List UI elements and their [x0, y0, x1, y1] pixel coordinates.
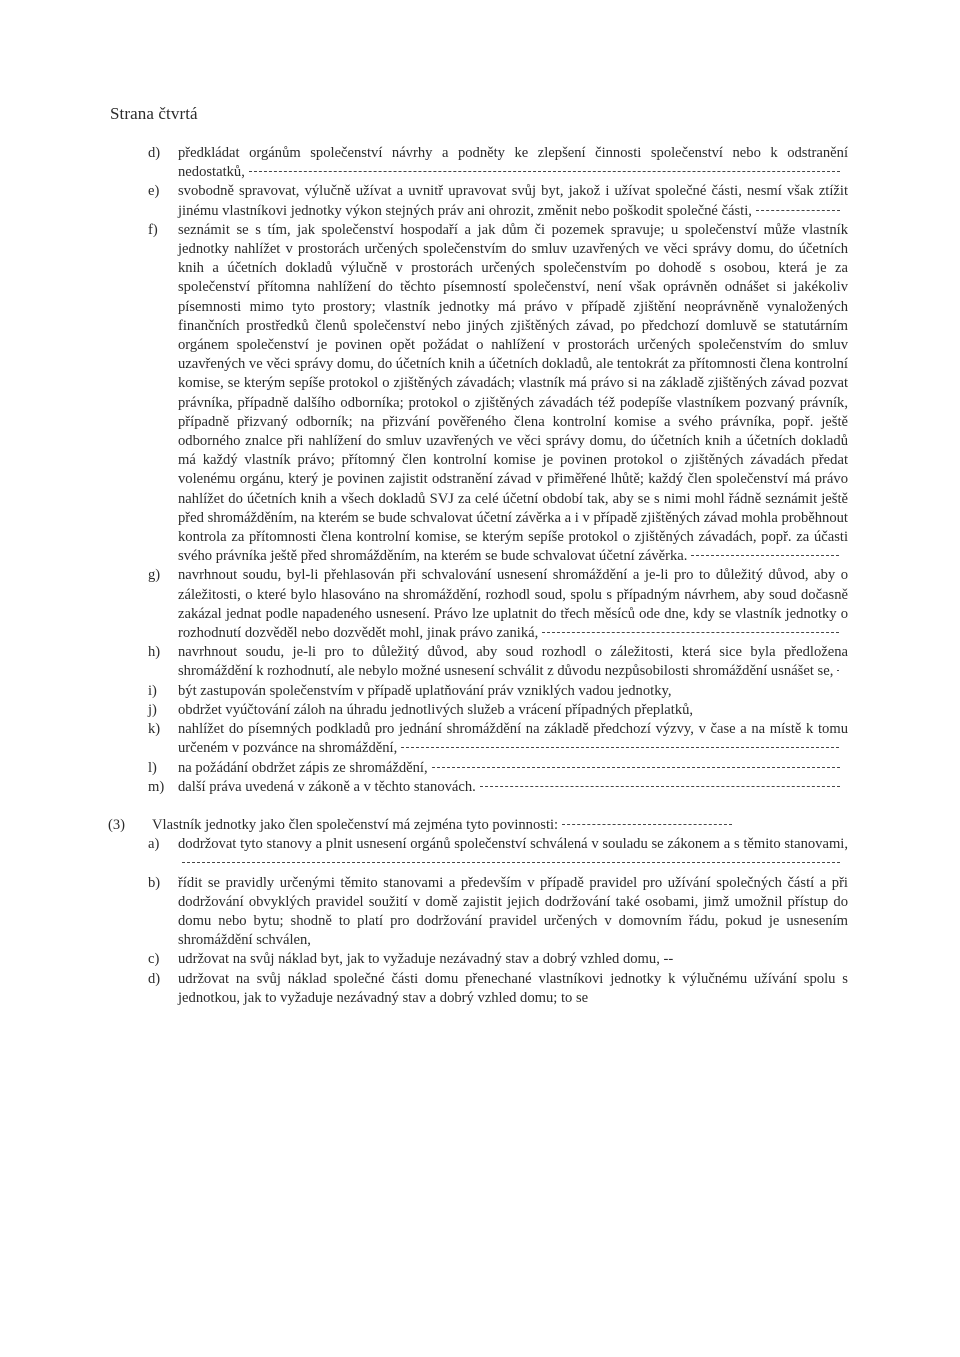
list-item	[108, 182, 848, 220]
item-marker: b)	[148, 874, 161, 891]
list-item	[108, 759, 848, 778]
item-marker: l)	[148, 759, 157, 776]
item-text: další práva uvedená v zákoně a v těchto stanovách.	[178, 778, 476, 795]
dash-filler	[249, 171, 840, 172]
list-item	[108, 950, 848, 969]
item-marker: c)	[148, 951, 160, 968]
list-item	[108, 221, 848, 567]
item-text: předkládat orgánům společenství návrhy a podněty ke zlepšení činnosti společenství nebo k odstranění nedostatků,	[178, 145, 848, 181]
dash-filler	[432, 767, 840, 768]
item-marker: m)	[148, 778, 165, 795]
list-item	[108, 643, 848, 681]
dash-filler	[691, 555, 839, 556]
document-body	[108, 144, 848, 1008]
section-text: Vlastník jednotky jako člen společenství má zejména tyto povinnosti:	[152, 816, 559, 833]
list-item	[108, 835, 848, 873]
duties-list	[108, 835, 848, 1008]
dash-filler	[837, 670, 839, 671]
item-text: nahlížet do písemných podkladů pro jednání shromáždění na základě předchozí výzvy, v čase a na místě k tomu určeném v pozvánce na shromáždění,	[178, 721, 848, 757]
section-3-heading	[108, 816, 848, 835]
dash-filler	[480, 786, 840, 787]
item-marker: f)	[148, 221, 158, 238]
item-marker: i)	[148, 682, 157, 699]
list-item	[108, 874, 848, 951]
item-text: být zastupován společenstvím v případě uplatňování práv vzniklých vadou jednotky,	[178, 682, 672, 699]
item-text: obdržet vyúčtování záloh na úhradu jednotlivých služeb a vrácení případných přeplatků,	[178, 701, 694, 718]
item-text: řídit se pravidly určenými těmito stanovami a především v případě pravidel pro užívání společných částí a při dodržování obvyklých pravidel soužití v domě zajistit jejich dodržování také osobami, jimž umožnil přístup do domu nebo bytu; shodně to platí pro dodržování pravidel určených v domovním řádu, pokud je usnesením shromáždění schválen,	[178, 874, 848, 949]
item-marker: g)	[148, 567, 161, 584]
rights-list	[108, 144, 848, 797]
list-item	[108, 701, 848, 720]
item-text: navrhnout soudu, byl-li přehlasován při schvalování usnesení shromáždění a je-li pro to důležitý důvod, aby o záležitosti, o které bylo hlasováno na shromáždění, rozhodl soud, spolu s případným návrhem, aby soud dočasně zakázal jednat podle napadeného usnesení. Právo lze uplatnit do třech měsíců ode dne, kdy se vlastník jednotky o rozhodnutí dozvěděl nebo dozvědět mohl, jinak právo zaniká,	[178, 567, 848, 642]
dash-filler	[542, 632, 839, 633]
dash-filler	[401, 747, 839, 748]
list-item	[108, 720, 848, 758]
dash-filler	[562, 824, 732, 825]
section-marker: (3)	[108, 816, 126, 833]
item-marker: e)	[148, 183, 160, 200]
item-text: udržovat na svůj náklad byt, jak to vyžaduje nezávadný stav a dobrý vzhled domu, --	[178, 951, 674, 968]
list-item	[108, 682, 848, 701]
item-text: na požádání obdržet zápis ze shromáždění,	[178, 759, 428, 776]
item-marker: k)	[148, 721, 161, 738]
item-text: dodržovat tyto stanovy a plnit usnesení orgánů společenství schválená v souladu se zákonem a s těmito stanovami,	[178, 836, 848, 853]
item-marker: j)	[148, 701, 157, 718]
item-text: udržovat na svůj náklad společné části domu přenechané vlastníkovi jednotky k výlučnému užívání spolu s jednotkou, jak to vyžaduje nezávadný stav a dobrý vzhled domu; to se	[178, 970, 848, 1006]
item-marker: d)	[148, 145, 161, 161]
list-item	[108, 144, 848, 182]
item-marker: d)	[148, 970, 161, 987]
dash-filler	[182, 862, 840, 863]
page-header: Strana čtvrtá	[110, 104, 198, 123]
list-item	[108, 778, 848, 797]
item-text: seznámit se s tím, jak společenství hospodaří a jak dům či pozemek spravuje; u společenství může vlastník jednotky nahlížet v prostorách určených společenstvím do smluv uzavřených ve věci správy domu, do účetních knih a účetních dokladů výlučně v prostorách určených společenstvím po dohodě s osobou, která je za společenství přítomna nahlížení do těchto písemností společenství, není však oprávněn odnášet si jakékoliv písemnosti mimo tyto prostory; vlastník jednotky má právo v případě zjištění neoprávněně vynaložených finančních prostředků členů společenství nebo jiných zjištěných závad, po předchozí domluvě se statutárním orgánem společenství je povinen opět požádat o nahlížení v prostorách určených společenstvím do smluv uzavřených ve věci správy domu, do účetních knih a účetních dokladů, ale tentokrát za přítomnosti člena kontrolní komise, se kterým sepíše protokol o zjištěných závadách; vlastník má právo si na základě zjištěných závad pozvat právníka, případně dalšího odborníka; protokol o zjištěných závadách též podepíše vlastníkem pozvaný právník, případně přizvaný odborník; na přizvání pověřeného člena kontrolní komise a svého právníka, popř. ještě odborného znalce při nahlížení do smluv uzavřených ve věci správy domu, do účetních knih a účetních dokladů má každý vlastník právo; přítomný člen kontrolní komise je povinen protokol o zjištěných závadách předat volenému orgánu, který je povinen zajistit odstranění závad v přiměřené lhůtě; každý člen společenství má právo nahlížet do účetních knih a všech dokladů SVJ za celé účetní období tak, aby se s nimi mohl řádně seznámit ještě před shromážděním, na kterém se bude schvalovat účetní závěrka a i v případě zjištěných závad mohla proběhnout kontrola za přítomnosti člena kontrolní komise, se kterým sepíše protokol o zjištěných závadách, popř. za účasti svého právníka ještě před shromážděním, na kterém se bude schvalovat účetní závěrka.	[178, 221, 848, 565]
item-marker: a)	[148, 836, 160, 853]
item-text: svobodně spravovat, výlučně užívat a uvnitř upravovat svůj byt, jakož i užívat společné části, nesmí však ztížit jinému vlastníkovi jednotky výkon stejných práv ani ohrozit, změnit nebo poškodit společné části,	[178, 183, 848, 219]
list-item	[108, 970, 848, 1008]
item-text: navrhnout soudu, je-li pro to důležitý důvod, aby soud rozhodl o záležitosti, která sice byla předložena shromáždění k rozhodnutí, ale nebylo možné usnesení schválit z důvodu nezpůsobilosti shromáždění usnášet se,	[178, 644, 848, 680]
list-item	[108, 566, 848, 643]
item-marker: h)	[148, 644, 161, 661]
dash-filler	[756, 210, 840, 211]
